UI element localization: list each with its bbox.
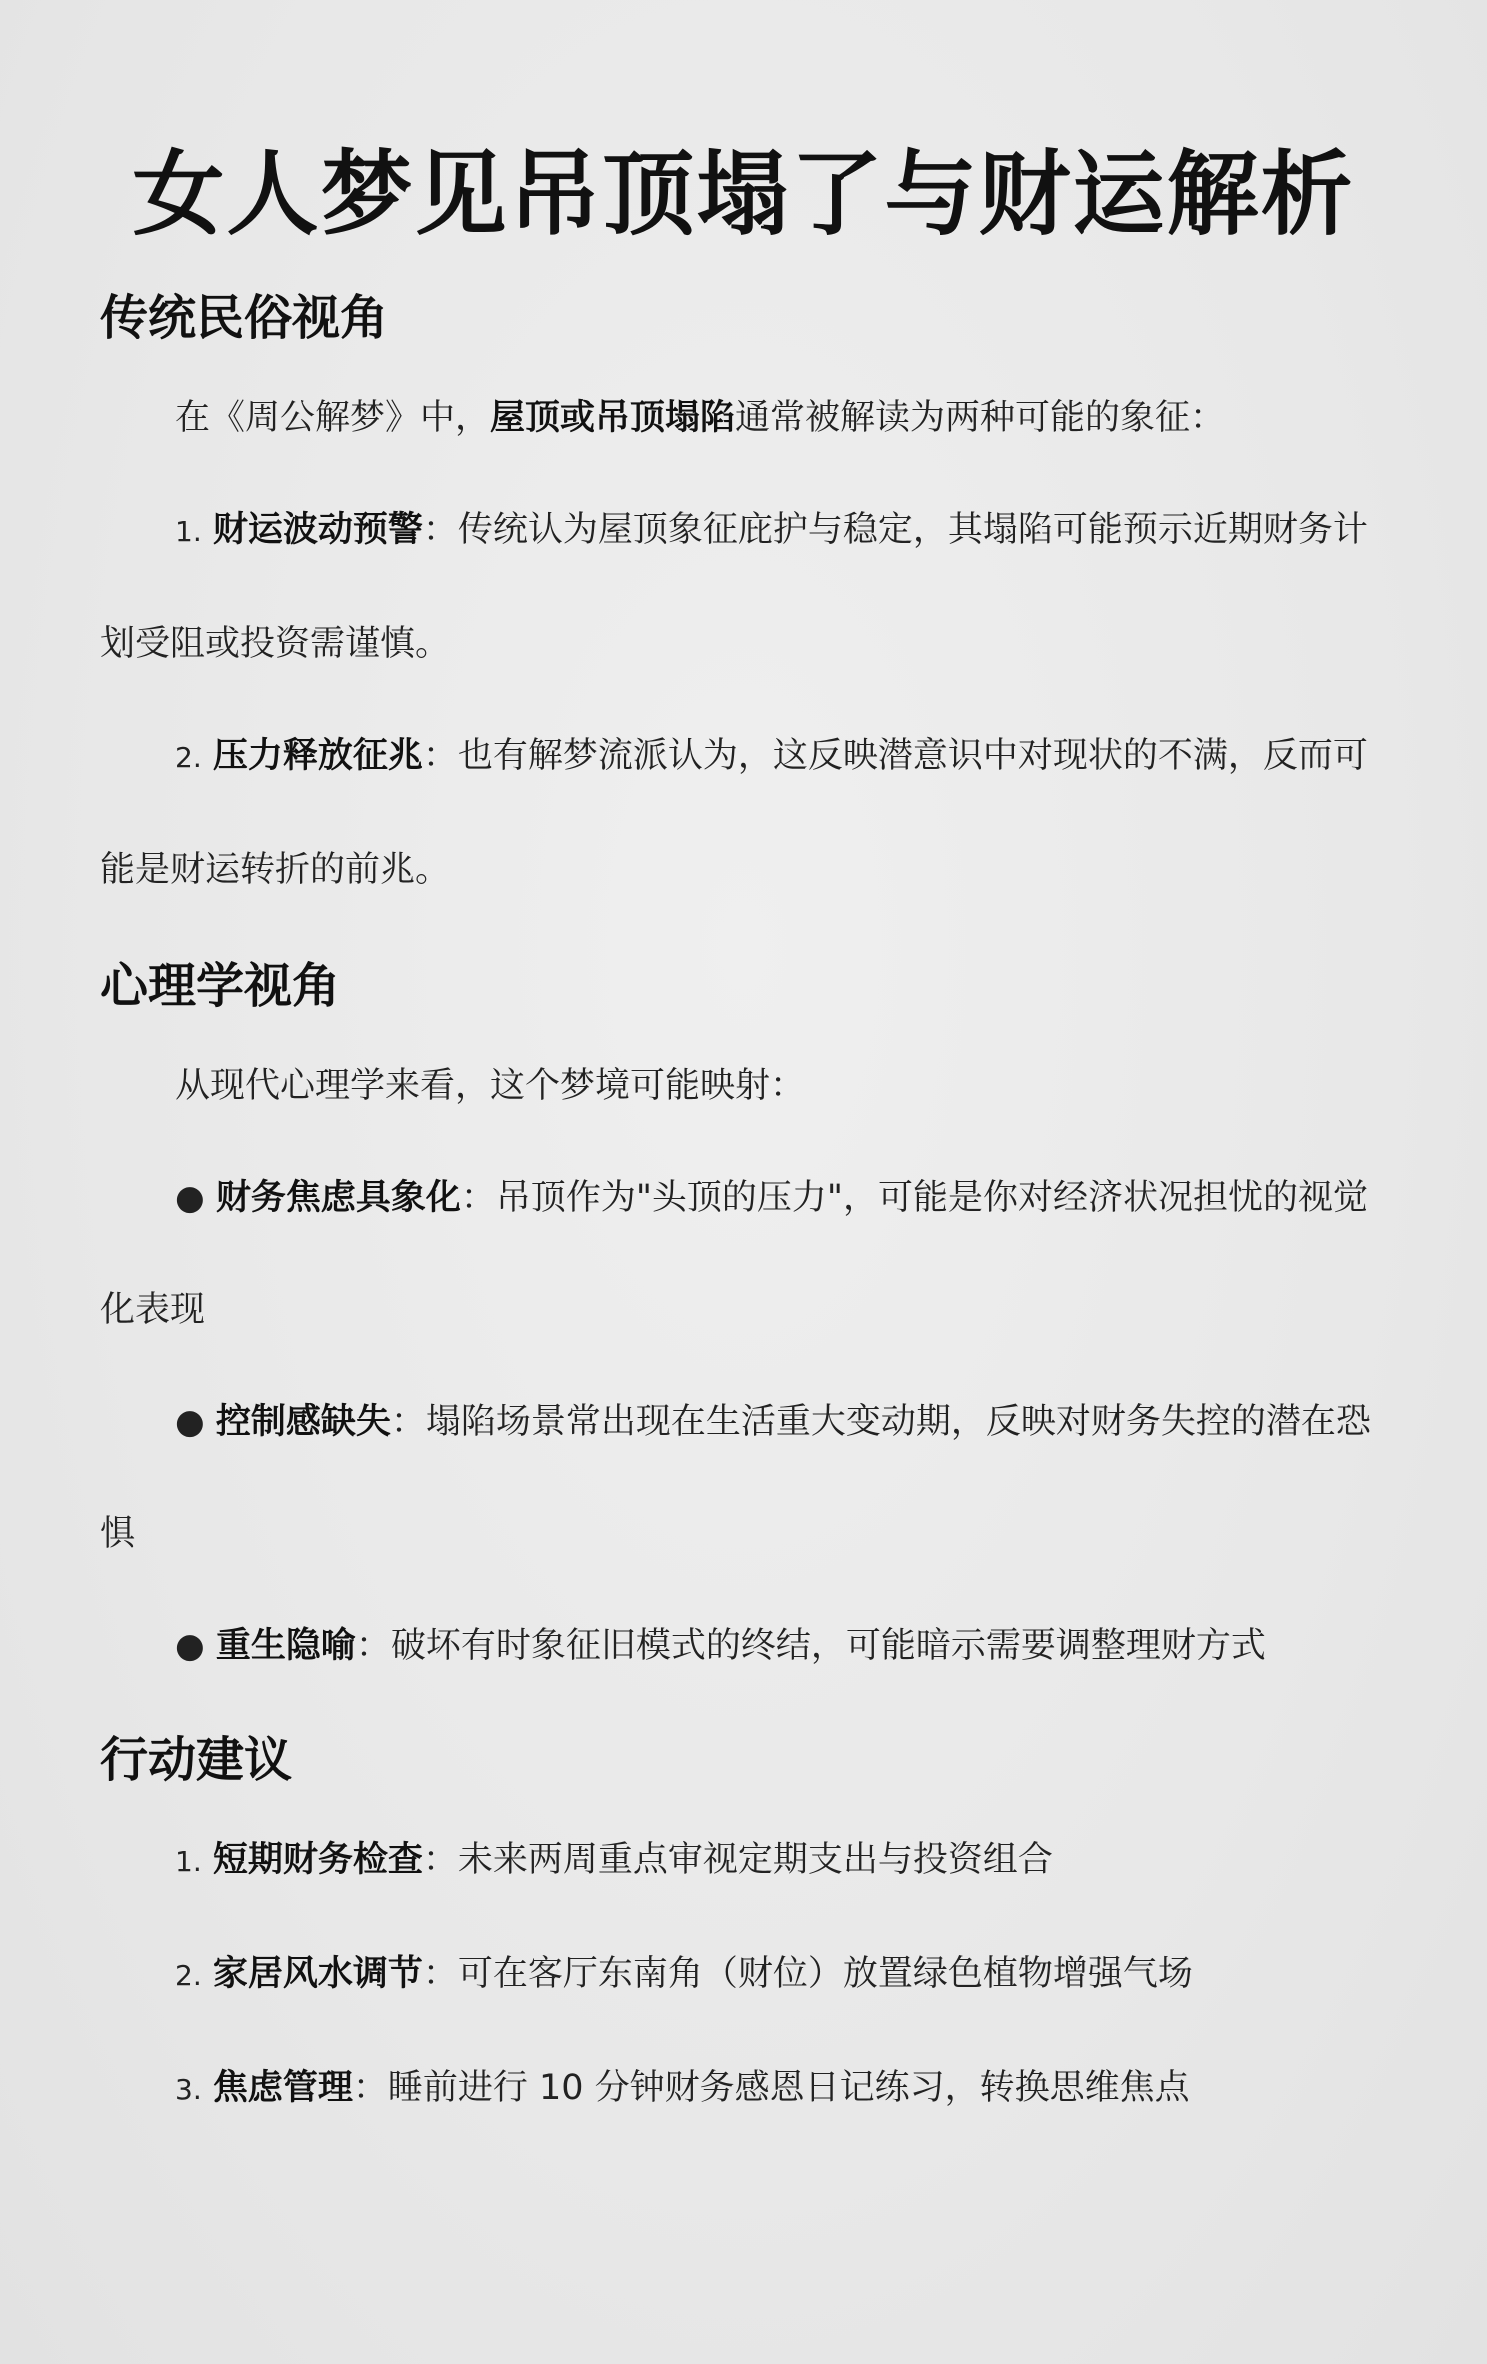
section-intro-traditional — [100, 362, 1387, 474]
list-item-bold-label: 压力释放征兆 — [212, 736, 423, 776]
list-item — [100, 474, 1387, 700]
list-number: 1. — [175, 1845, 202, 1878]
list-number: 2. — [175, 1959, 202, 1992]
list-item — [100, 1366, 1387, 1590]
list-item-bold-label: 财运波动预警 — [212, 510, 423, 550]
bullet-icon: ● — [175, 1178, 205, 1218]
list-item — [100, 700, 1387, 926]
section-heading-psychology: 心理学视角 — [100, 958, 341, 1014]
list-item-bold-label: 重生隐喻 — [215, 1626, 356, 1666]
list-item-bold-label: 财务焦虑具象化 — [215, 1178, 461, 1218]
bullet-icon: ● — [175, 1402, 205, 1442]
list-item-text: ：破坏有时象征旧模式的终结，可能暗示需要调整理财方式 — [355, 1626, 1266, 1666]
bullet-icon: ● — [175, 1626, 205, 1666]
list-item-text: ：睡前进行 10 分钟财务感恩日记练习，转换思维焦点 — [352, 2068, 1190, 2108]
list-item — [100, 1590, 1387, 1702]
list-item-bold-label: 短期财务检查 — [212, 1840, 423, 1880]
page-title: 女人梦见吊顶塌了与财运解析 — [132, 141, 1355, 248]
section-heading-action: 行动建议 — [100, 1732, 293, 1788]
list-item-text: ：吊顶作为"头顶的压力"，可能是你对经济状况担忧的视觉化表现 — [100, 1178, 1369, 1330]
list-item — [100, 2032, 1387, 2146]
intro-text: 通常被解读为两种可能的象征： — [735, 398, 1226, 438]
list-item-bold-label: 家居风水调节 — [212, 1954, 423, 1994]
list-number: 2. — [175, 741, 202, 774]
list-item-text: ：未来两周重点审视定期支出与投资组合 — [422, 1840, 1053, 1880]
list-item-text: ：可在客厅东南角（财位）放置绿色植物增强气场 — [422, 1954, 1193, 1994]
list-number: 1. — [175, 515, 202, 548]
list-item-text: ：塌陷场景常出现在生活重大变动期，反映对财务失控的潜在恐惧 — [100, 1402, 1371, 1554]
list-item — [100, 1142, 1387, 1366]
intro-text: 在《周公解梦》中， — [175, 398, 491, 438]
list-item-text: ：也有解梦流派认为，这反映潜意识中对现状的不满，反而可能是财运转折的前兆。 — [100, 736, 1368, 890]
intro-bold-text: 屋顶或吊顶塌陷 — [490, 398, 736, 438]
section-intro-psychology: 从现代心理学来看，这个梦境可能映射： — [175, 1066, 806, 1106]
section-heading-traditional: 传统民俗视角 — [100, 290, 389, 346]
list-number: 3. — [175, 2073, 202, 2106]
list-item — [100, 1918, 1387, 2032]
list-item-bold-label: 焦虑管理 — [212, 2068, 353, 2108]
list-item-text: ：传统认为屋顶象征庇护与稳定，其塌陷可能预示近期财务计划受阻或投资需谨慎。 — [100, 510, 1368, 664]
list-item-bold-label: 控制感缺失 — [215, 1402, 391, 1442]
list-item — [100, 1804, 1387, 1918]
